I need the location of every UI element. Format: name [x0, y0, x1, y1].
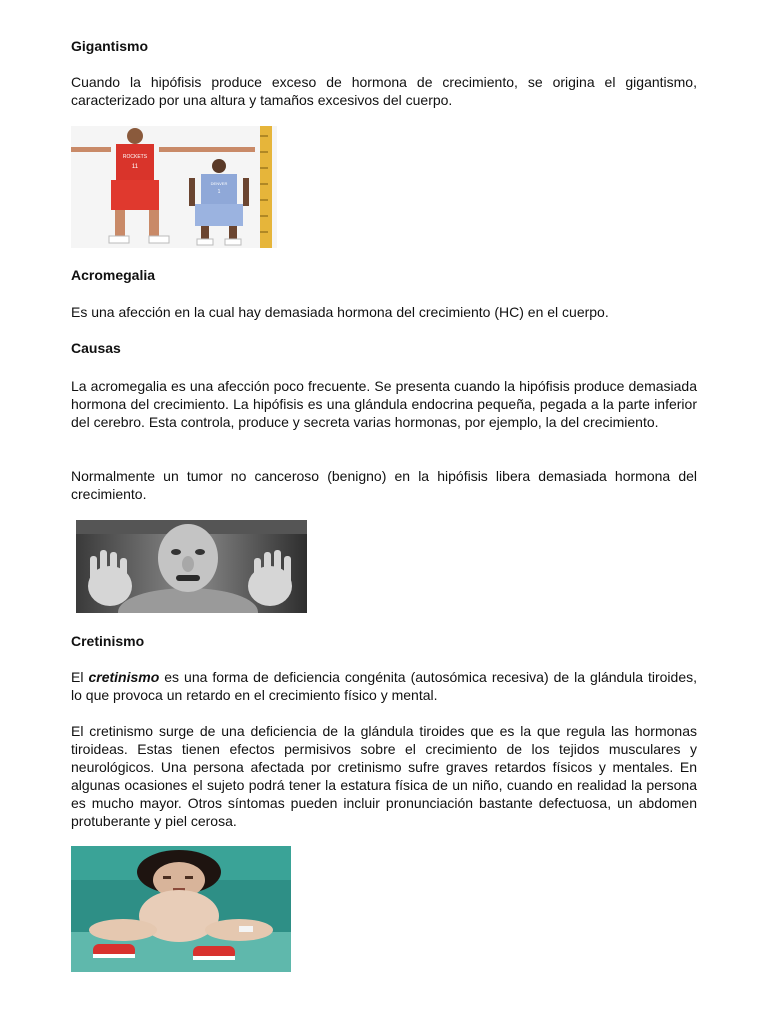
heading-acromegalia: Acromegalia [71, 267, 156, 283]
jersey-right-number: 1 [217, 189, 221, 195]
jersey-left-number: 11 [131, 164, 139, 170]
emphasis-cretinismo: cretinismo [88, 669, 160, 685]
heading-cretinismo: Cretinismo [71, 633, 145, 649]
paragraph-causas-2: Normalmente un tumor no canceroso (benigno) en la hipófisis libera demasiada hormona del crecimiento. [71, 468, 697, 502]
cretinism-photo [71, 846, 291, 972]
paragraph-cretinismo-1 [71, 668, 697, 704]
paragraph-cretinismo-2: El cretinismo surge de una deficiencia de la glándula tiroides que es la que regula las hormonas tiroideas. Estas tienen efectos permisivos sobre el crecimiento de los tejidos musculares y neurológicos. Una persona afectada por cretinismo sufre graves retardos físicos y mentales. En algunas ocasiones el sujeto podrá tener la estatura física de un niño, cuando en realidad la persona es mucho mayor. Otros síntomas pueden incluir pronunciación bastante defectuosa, un abdomen protuberante y piel cerosa. [71, 723, 697, 829]
jersey-right-text: DENVER [210, 181, 228, 186]
acromegaly-photo [76, 520, 307, 613]
paragraph-causas-1: La acromegalia es una afección poco frecuente. Se presenta cuando la hipófisis produce demasiada hormona del crecimiento. La hipófisis es una glándula endocrina pequeña, pegada a la parte inferior del cerebro. Esta controla, produce y secreta varias hormonas, por ejemplo, la del crecimiento. [71, 378, 697, 430]
heading-causas: Causas [71, 340, 121, 356]
heading-gigantismo: Gigantismo [71, 38, 149, 54]
jersey-left-text: ROCKETS [122, 154, 148, 160]
gigantism-photo [71, 126, 277, 248]
paragraph-prefix: El [71, 669, 89, 685]
paragraph-gigantismo: Cuando la hipófisis produce exceso de hormona de crecimiento, se origina el gigantismo, caracterizado por una altura y tamaños excesivos del cuerpo. [71, 74, 697, 108]
paragraph-acromegalia: Es una afección en la cual hay demasiada hormona del crecimiento (HC) en el cuerpo. [71, 304, 609, 320]
paragraph-suffix: es una forma de deficiencia congénita (autosómica recesiva) de la glándula tiroides, lo que provoca un retardo en el crecimiento físico y mental. [71, 669, 697, 703]
